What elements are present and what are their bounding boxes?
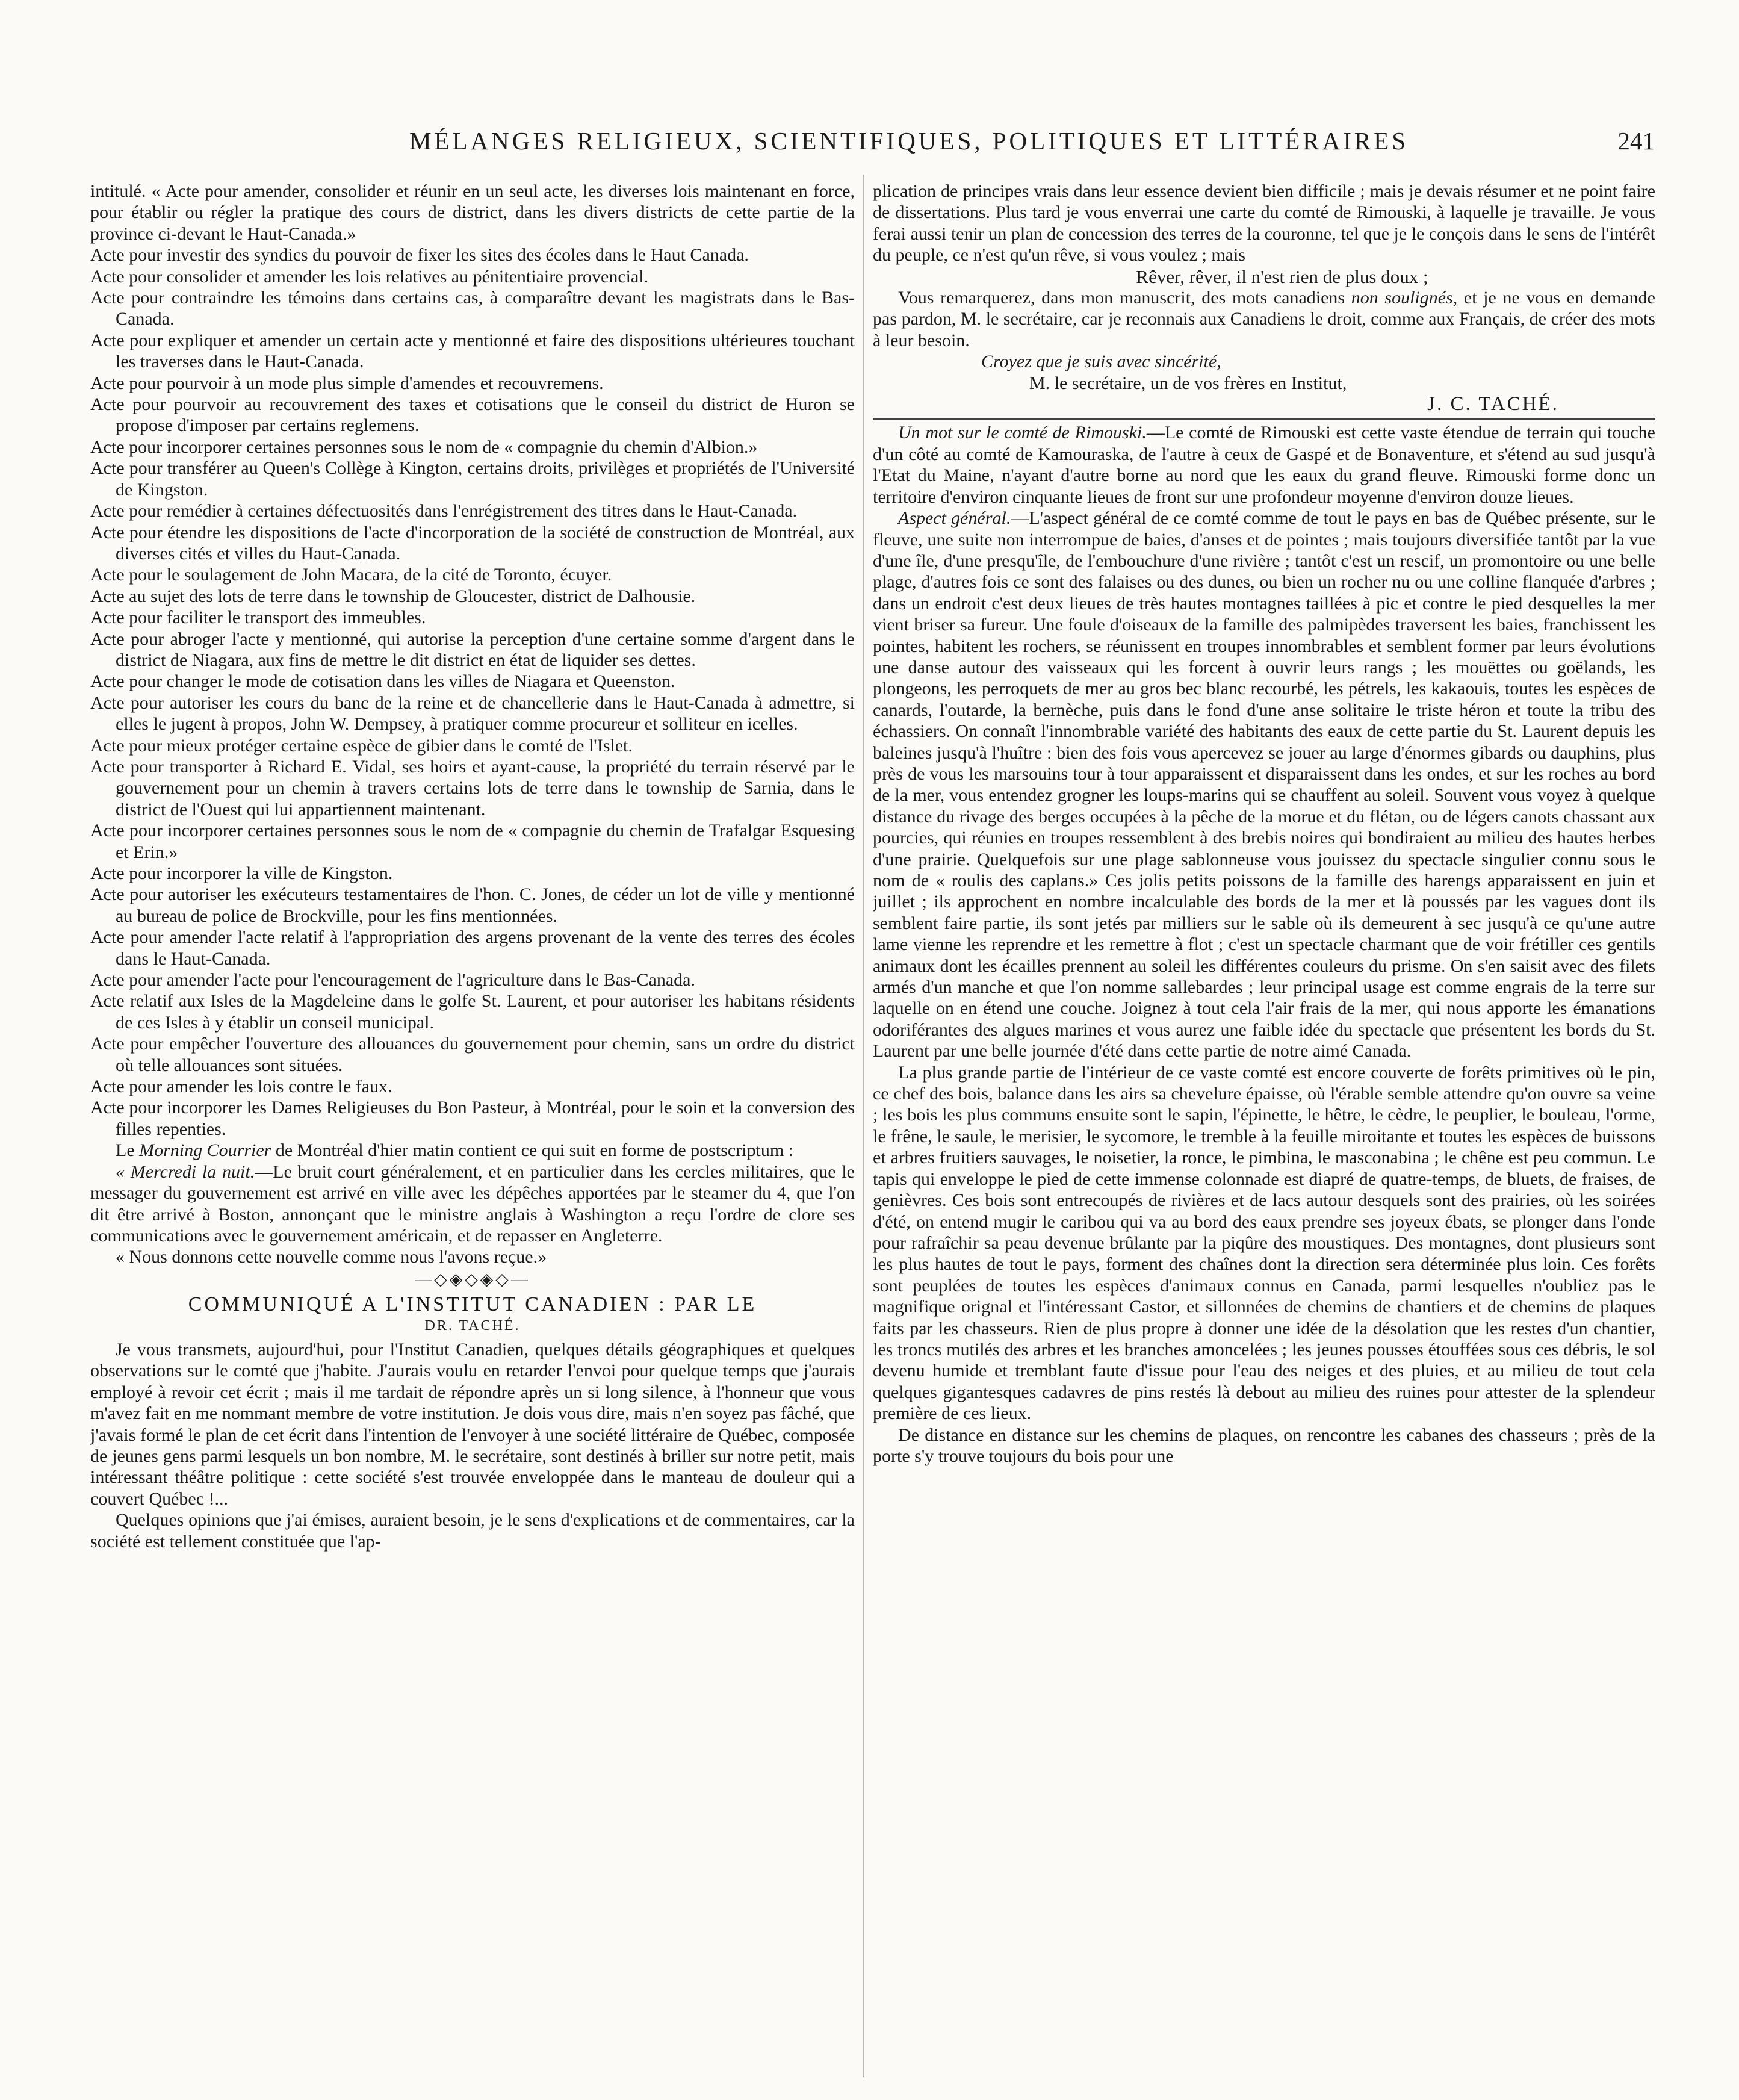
act-title-continuation: intitulé. « Acte pour amender, consolider et réunir en un seul acte, les diverses lois maintenant en force, pour établir ou régler la pratique des cours de district, dans les divers districts de cette partie de la province ci-devant le Haut-Canada.» (90, 181, 855, 244)
news-quote-end: « Nous donnons cette nouvelle comme nous l'avons reçue.» (116, 1247, 547, 1267)
letter-closing-2: M. le secrétaire, un de vos frères en Institut, (1029, 373, 1347, 393)
news-intro: Le Morning Courrier de Montréal d'hier matin contient ce qui suit en forme de postscriptum : (116, 1140, 794, 1161)
act-entry: Acte pour transporter à Richard E. Vidal, ses hoirs et ayant-cause, la propriété du terrain réservé par le gouvernement pour un chemin à travers certains lots de terre dans le township de Sarnia, dans le district de l'Ouest qui lui appartiennent maintenant. (90, 756, 855, 819)
act-entry: Acte pour incorporer certaines personnes sous le nom de « compagnie du chemin d'Albion.» (90, 436, 758, 457)
section-title: COMMUNIQUÉ A L'INSTITUT CANADIEN : PAR LE (188, 1293, 757, 1316)
act-entry: Acte pour consolider et amender les lois relatives au pénitentiaire provencial. (90, 266, 649, 287)
act-entry: Acte pour abroger l'acte y mentionné, qui autorise la perception d'une certaine somme d'argent dans le district de Niagara, aux fins de mettre le dit district en état de liquider ses dettes. (90, 629, 855, 670)
act-entry: Acte pour le soulagement de John Macara, de la cité de Toronto, écuyer. (90, 565, 612, 585)
verse-line: Rêver, rêver, il n'est rien de plus doux ; (1136, 266, 1428, 287)
news-quote-date: « Mercredi la nuit. (116, 1161, 255, 1182)
act-entry: Acte pour investir des syndics du pouvoir de fixer les sites des écoles dans le Haut Canada. (90, 245, 749, 266)
section-subtitle: DR. TACHÉ. (424, 1317, 521, 1334)
act-entry: Acte pour incorporer les Dames Religieuses du Bon Pasteur, à Montréal, pour le soin et la conversion des filles repenties. (90, 1098, 855, 1139)
running-title: MÉLANGES RELIGIEUX, SCIENTIFIQUES, POLITIQUES ET LITTÉRAIRES (409, 127, 1409, 155)
act-entry: Acte pour empêcher l'ouverture des allouances du gouvernement pour chemin, sans un ordre du district où telle allouances sont situées. (90, 1034, 855, 1075)
act-entry: Acte pour contraindre les témoins dans certains cas, à comparaître devant les magistrats dans le Bas-Canada. (90, 288, 855, 329)
cabins-paragraph: De distance en distance sur les chemins de plaques, on rencontre les cabanes des chasseurs ; près de la porte s'y trouve toujours du bois pour une (873, 1424, 1655, 1466)
letter-note-paragraph: Vous remarquerez, dans mon manuscrit, des mots canadiens non soulignés, et je ne vous en demande pas pardon, M. le secrétaire, car je reconnais aux Canadiens le droit, comme aux Français, de créer des mots à leur besoin. (873, 288, 1655, 350)
act-entry: Acte au sujet des lots de terre dans le township de Gloucester, district de Dalhousie. (90, 586, 696, 606)
act-entry: Acte pour autoriser les exécuteurs testamentaires de l'hon. C. Jones, de céder un lot de ville y mentionné au bureau de police de Brockville, pour les fins mentionnées. (90, 884, 855, 926)
acts-list (90, 244, 855, 1140)
act-entry: Acte pour faciliter le transport des immeubles. (90, 607, 426, 628)
act-entry: Acte pour remédier à certaines défectuosités dans l'enrégistrement des titres dans le Haut-Canada. (90, 501, 798, 521)
act-entry: Acte pour changer le mode de cotisation dans les villes de Niagara et Queenston. (90, 671, 675, 692)
forest-paragraph: La plus grande partie de l'intérieur de ce vaste comté est encore couverte de forêts primitives où le pin, ce chef des bois, balance dans les airs sa chevelure épaisse, où l'érable semble attendre qu'on ouvre sa veine ; les bois les plus communs ensuite sont le sapin, l'épinette, le hêtre, le cèdre, le peuplier, le bouleau, l'orme, le frêne, le saule, le merisier, le sycomore, le tremble à la feuille miroitante et toutes les espèces de buissons et arbres fruitiers sauvages, le noisetier, la ronce, le pimbina, le masconabina ; le chêne est peu commun. Le tapis qui enveloppe le pied de cette immense colonnade est diapré de quatre-temps, de bluets, de fraises, de genièvres. Ces bois sont entrecoupés de rivières et de lacs autour desquels sont des prairies, où les soirées d'été, on entend mugir le caribou qui va au bord des eaux prendre ses joyeux ébats, se plonger dans l'onde pour rafraîchir sa peau devenue brûlante par la piqûre des moustiques. Des montagnes, dont plusieurs sont les plus hautes de tout le pays, forment des chaînes dont la direction sera déterminée plus loin. Ces forêts sont peuplées de toutes les espèces d'animaux connus en Canada, parmi lesquelles n'oubliez pas le magnifique orignal et l'intéressant Castor, et sillonnées de chemins de chantiers et de chemins de plaques faits par les chasseurs. Rien de plus propre à donner une idée de la désolation que les restes d'un chantier, les troncs mutilés des arbres et les branches amoncelées ; les jeunes pousses étouffées sous ces débris, le sol devenu humide et tremblant faute d'issue pour l'eau des neiges et des pluies, et au milieu de tout cela quelques gigantesques cadavres de pins restés là debout au milieu des ruines pour attester de la splendeur première de ces lieux. (873, 1062, 1655, 1424)
act-entry: Acte pour incorporer certaines personnes sous le nom de « compagnie du chemin de Trafalgar Esquesing et Erin.» (90, 821, 855, 862)
column-divider (863, 175, 864, 2077)
signature-rule (873, 418, 1655, 420)
aspect-paragraph: Aspect général.—L'aspect général de ce comté comme de tout le pays en bas de Québec présente, sur le fleuve, une suite non interrompue de baies, d'anses et de pointes ; mais toujours diversifiée tantôt par la vue d'une île, d'une presqu'île, de l'embouchure d'une rivière ; tantôt c'est un rescif, un promontoire ou une belle plage, d'autres fois ce sont des falaises ou des dunes, ou bien un rocher nu ou une colline flanquée d'arbres ; dans un endroit c'est deux lieues de très hautes montagnes taillées à pic et contre le pied desquelles la mer vient briser sa fureur. Une foule d'oiseaux de la famille des palmipèdes traversent les baies, franchissent les pointes, habitent les rochers, se réunissent en troupes innombrables et semblent former par leurs évolutions une danse autour des vaisseaux qui les forcent à ouvrir leurs rangs ; les mouëttes ou goëlands, les plongeons, les perroquets de mer au gros bec blanc recourbé, les pétrels, les kakaouis, toutes les espèces de canards, l'outarde, la bernèche, puis dans le fond d'une anse solitaire le triste héron et toute la tribu des échassiers. On connaît l'innombrable variété des habitants des eaux de cette partie du St. Laurent depuis les baleines jusqu'à l'huître : bien des fois vous apercevez se jouer au large d'énormes gibards ou dauphins, plus près de vous les marsouins tour à tour apparaissent et disparaissent dans les ondes, et sur les roches au bord de la mer, vous entendez grogner les loups-marins qui se chauffent au soleil. Souvent vous voyez à quelque distance du rivage des berges occupées à la pêche de la morue et du flétan, ou de légers canots chassant aux pourcies, qui réunies en troupes ressemblent à des brebis noires qui bondiraient au milieu des hautes herbes d'une prairie. Quelquefois sur une plage sablonneuse vous jouissez du spectacle singulier connu sous le nom de « roulis des caplans.» Ces jolis petits poissons de la famille des harengs apparaissent en juin et juillet ; ils approchent en nombre incalculable des bords de la mer et là poussés par les vagues dont ils semblent faire partie, ils sont jetés par milliers sur le sable où ils demeurent à sec jusqu'à ce qu'une autre lame vienne les reprendre et les remettre à flot ; c'est un spectacle charmant que de voir frétiller ces gentils animaux dont les écailles prennent au soleil les différentes couleurs du prisme. On s'en saisit avec des filets armés d'un manche et que l'on nomme sallebardes ; leur principal usage est comme engrais de la terre sur laquelle on en étend une couche. Joignez à tout cela l'air frais de la mer, qui nous apporte les émanations odoriférantes des algues marines et vous aurez une faible idée du spectacle que présentent les bords du St. Laurent par une belle journée d'été dans cette partie de notre aimé Canada. (873, 508, 1655, 1061)
act-entry: Acte pour amender l'acte pour l'encouragement de l'agriculture dans le Bas-Canada. (90, 970, 695, 990)
aspect-heading: Aspect général. (898, 508, 1011, 529)
italic-phrase: non soulignés (1351, 288, 1453, 308)
section-ornament: —◇◈◇◈◇— (415, 1270, 530, 1289)
left-column (90, 181, 855, 2077)
page-header (108, 126, 1667, 169)
act-entry: Acte pour autoriser les cours du banc de la reine et de chancellerie dans le Haut-Canada à admettre, si elles le jugent à propos, John W. Dempsey, à pratiquer comme procureur et solliteur en icelles. (90, 692, 855, 735)
letter-closing-1: Croyez que je suis avec sincérité, (981, 352, 1221, 372)
act-entry: Acte pour transférer au Queen's Collège à Kington, certains droits, privilèges et propriétés de l'Université de Kingston. (90, 458, 855, 500)
act-entry: Acte pour étendre les dispositions de l'acte d'incorporation de la société de construction de Montréal, aux diverses cités et villes du Haut-Canada. (90, 522, 855, 564)
act-entry: Acte pour amender les lois contre le faux. (90, 1076, 392, 1097)
act-entry: Acte pour amender l'acte relatif à l'appropriation des argens provenant de la vente des terres des écoles dans le Haut-Canada. (90, 927, 855, 969)
rimouski-paragraph: Un mot sur le comté de Rimouski.—Le comté de Rimouski est cette vaste étendue de terrain qui touche d'un côté au comté de Kamouraska, de l'autre à ceux de Gaspé et de Bonaventure, et s'étend au sud jusqu'à l'Etat du Maine, n'ayant d'autre borne au nord que les eaux du grand fleuve. Rimouski forme donc un territoire d'environ cinquante lieues de front sur une profondeur moyenne d'environ douze lieues. (873, 423, 1655, 507)
right-column (873, 181, 1655, 2077)
act-entry: Acte pour incorporer la ville de Kingston. (90, 863, 393, 883)
rimouski-heading: Un mot sur le comté de Rimouski. (898, 423, 1147, 443)
act-entry: Acte pour pourvoir à un mode plus simple d'amendes et recouvremens. (90, 373, 604, 393)
letter-paragraph-2: Quelques opinions que j'ai émises, auraient besoin, je le sens d'explications et de commentaires, car la société est tellement constituée que l'ap- (90, 1510, 855, 1552)
act-entry: Acte relatif aux Isles de la Magdeleine dans le golfe St. Laurent, et pour autoriser les habitans résidents de ces Isles à y établir un conseil municipal. (90, 991, 855, 1033)
letter-signature: J. C. TACHÉ. (1427, 393, 1559, 415)
act-entry: Acte pour mieux protéger certaine espèce de gibier dans le comté de l'Islet. (90, 735, 633, 756)
letter-continuation: plication de principes vrais dans leur essence devient bien difficile ; mais je devais résumer et ne point faire de dissertations. Plus tard je vous enverrai une carte du comté de Rimouski, à laquelle je travaille. Je vous ferai aussi tenir un plan de concession des terres de la couronne, tel que je le conçois dans le sens de l'intérêt du peuple, ce n'est qu'un rêve, si vous voulez ; mais (873, 181, 1655, 266)
act-entry: Acte pour pourvoir au recouvrement des taxes et cotisations que le conseil du district de Huron se propose d'imposer par certains reglemens. (90, 394, 855, 436)
page-number: 241 (1617, 127, 1655, 155)
news-quote: « Mercredi la nuit.—Le bruit court généralement, et en particulier dans les cercles militaires, que le messager du gouvernement est arrivé en ville avec les dépêches apportées par le steamer du 4, que l'on dit être arrivé à Boston, annonçant que le ministre anglais à Washington a reçu l'ordre de clore ses communications avec le gouvernement américain, et de repasser en Angleterre. (90, 1161, 855, 1246)
newspaper-name: Morning Courrier (139, 1140, 271, 1161)
letter-paragraph-1: Je vous transmets, aujourd'hui, pour l'Institut Canadien, quelques détails géographiques et quelques observations sur le comté que j'habite. J'aurais voulu en retarder l'envoi pour quelque temps que j'aurais employé à revoir cet écrit ; mais il me tardait de répondre après un si long silence, à l'honneur que vous m'avez fait en me nommant membre de votre institution. Je dois vous dire, mais n'en soyez pas fâché, que j'avais formé le plan de cet écrit dans l'intention de l'envoyer à une société littéraire de Québec, composée de jeunes gens parmi lesquels un bon nombre, M. le secrétaire, sont destinés à briller sur notre petit, mais intéressant théâtre politique : cette société s'est trouvée enveloppée dans le manteau de douleur qui a couvert Québec !... (90, 1339, 855, 1509)
act-entry: Acte pour expliquer et amender un certain acte y mentionné et faire des dispositions ultérieures touchant les traverses dans le Haut-Canada. (90, 330, 855, 372)
